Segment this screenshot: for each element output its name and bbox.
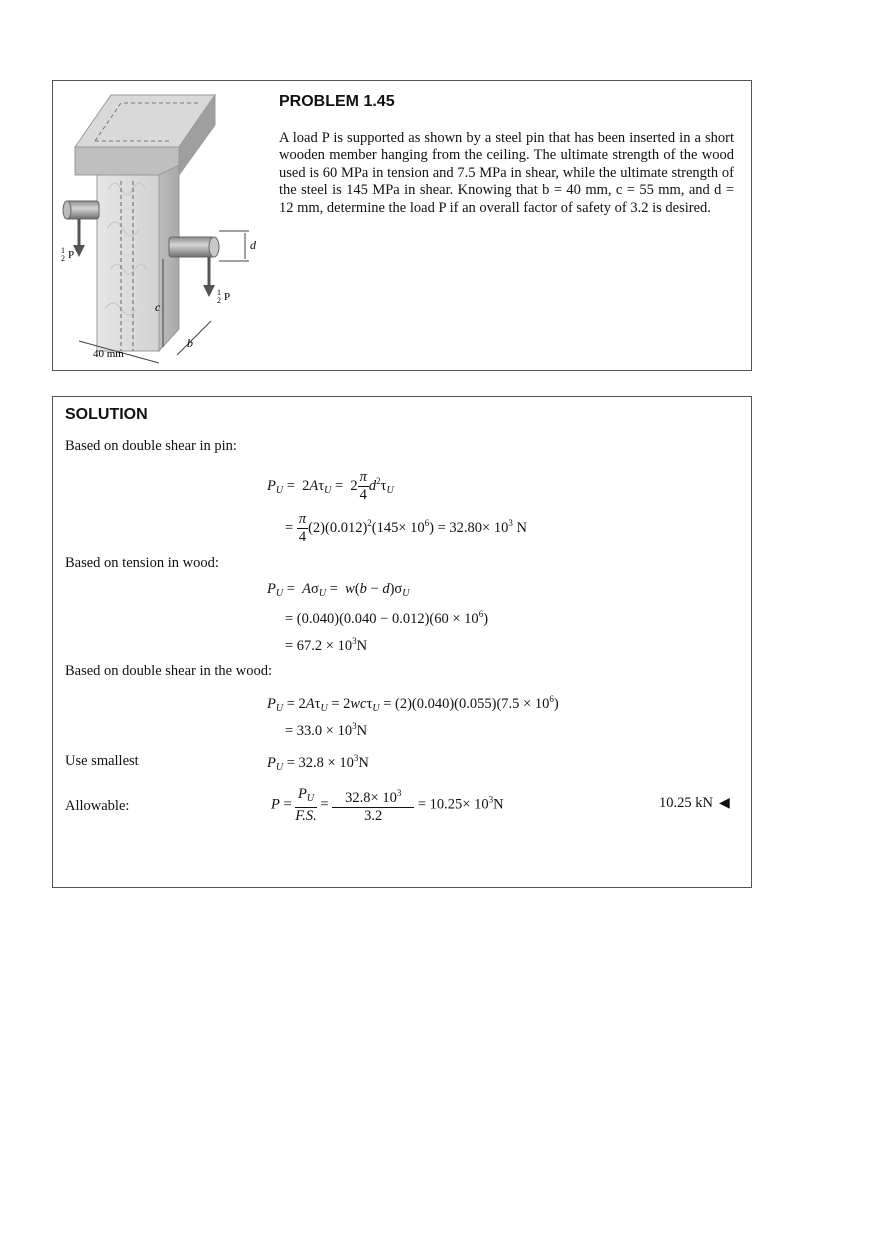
dimension-b bbox=[177, 321, 211, 355]
pin-eq2-result: ) = 32.80× 10 bbox=[429, 519, 509, 536]
dimension-d bbox=[219, 231, 249, 261]
load-right-half: 1 bbox=[217, 288, 221, 297]
tension-label: Based on tension in wood: bbox=[65, 555, 219, 571]
solution-box bbox=[52, 396, 752, 888]
load-right-half-den: 2 bbox=[217, 296, 221, 305]
tension-equation-3: = $67.2 \times 10^3N$ bbox=[285, 636, 368, 654]
pin-eq2-mid: (145× 10 bbox=[371, 519, 425, 536]
allowable-equation: P = $\frac{P_U}{F.S.}$ = $\frac{32.8\times 10^3}{3.2}$ = $10.25\times 10^3N$ bbox=[271, 785, 504, 824]
wood-equation-2: = $33.0 \times 10^3N$ bbox=[285, 721, 368, 739]
pin-equation-2: = $\frac{\pi}{4}$ $(2)(0.012)^2(145\times 10^6) = 32.80\times 10^3$ N bbox=[285, 511, 527, 545]
answer-marker-icon: ◀ bbox=[718, 796, 730, 811]
wood-member bbox=[97, 165, 179, 351]
dim-c-label: c bbox=[155, 300, 161, 314]
ceiling-plate bbox=[75, 95, 215, 175]
smallest-value: = 32.8 × 10 bbox=[286, 755, 354, 771]
smallest-label: Use smallest bbox=[65, 753, 139, 769]
smallest-equation: $P_U = 32.8 \times 10^3N$ bbox=[267, 753, 369, 773]
pin-shear-label: Based on double shear in pin: bbox=[65, 438, 237, 454]
pin-eq2-tail: (2)(0.012) bbox=[308, 519, 368, 536]
allow-num: 32.8× 10 bbox=[345, 790, 397, 806]
load-left-half-den: 2 bbox=[61, 254, 65, 263]
pin-equation-1: $P_U = 2A\tau_U = 2$ $\frac{\pi}{4}$ $d^2\tau_U$ bbox=[267, 469, 394, 503]
allow-den: 3.2 bbox=[364, 808, 383, 824]
load-right-label: P bbox=[224, 291, 231, 303]
load-left-half: 1 bbox=[61, 246, 65, 255]
wood-eq2-text: = 33.0 × 10 bbox=[285, 723, 353, 739]
fs-label: F.S. bbox=[295, 807, 317, 824]
problem-box bbox=[52, 80, 752, 371]
dim-d-label: d bbox=[250, 238, 256, 252]
tension-eq2-text: = (0.040)(0.040 − 0.012)(60 × 10 bbox=[285, 611, 479, 627]
problem-figure bbox=[59, 89, 269, 369]
allow-result: = 10.25× 10 bbox=[417, 796, 489, 813]
solution-title: SOLUTION bbox=[65, 406, 148, 423]
load-left-label: P bbox=[68, 249, 75, 261]
dim-width-label: 40 mm bbox=[93, 348, 124, 360]
wood-eq1-tail: = (2)(0.040)(0.055)(7.5 × 10 bbox=[383, 696, 550, 712]
problem-title: PROBLEM 1.45 bbox=[279, 93, 395, 110]
allowable-label: Allowable: bbox=[65, 798, 130, 814]
tension-equation-2: = $(0.040)(0.040 - 0.012)(60 \times 10^6)$ bbox=[285, 609, 489, 627]
dim-b-label: b bbox=[187, 336, 193, 350]
final-answer bbox=[659, 795, 730, 812]
tension-equation-1: $P_U = A\sigma_U = w(b - d)\sigma_U$ bbox=[267, 581, 410, 599]
problem-statement: A load P is supported as shown by a steel pin that has been inserted in a short wooden member hanging from the ceiling. The ultimate strength of the wood used is 60 MPa in tension and 7.5 MPa in shear, while the ultimate strength of the steel is 145 MPa in shear. Knowing that b = 40 mm, c = 55 mm, and d = 12 mm, determine the load P if an overall factor of safety of 3.2 is desired. bbox=[279, 130, 734, 216]
wood-equation-1: $P_U = 2A\tau_U = 2wc\tau_U = (2)(0.040)(0.055)(7.5 \times 10^6)$ bbox=[267, 694, 559, 714]
wood-shear-label: Based on double shear in the wood: bbox=[65, 663, 272, 679]
tension-eq3-text: = 67.2 × 10 bbox=[285, 638, 353, 654]
answer-value: 10.25 kN bbox=[659, 795, 713, 811]
